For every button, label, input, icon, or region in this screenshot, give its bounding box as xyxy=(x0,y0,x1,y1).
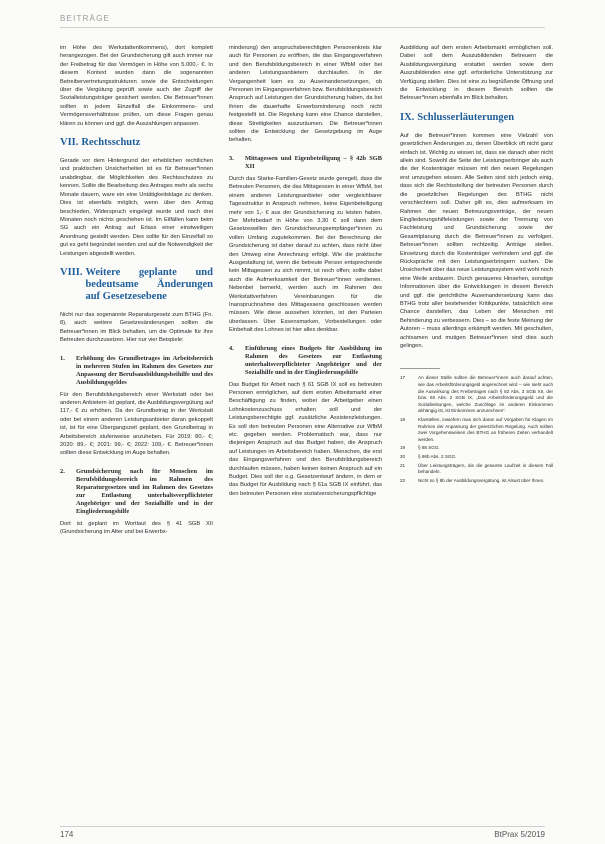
section-title: Weitere geplante und bedeutsame Änderungen auf Gesetzesebene xyxy=(85,266,213,302)
subsection-title: Einführung eines Budgets für Ausbildung im Rahmen des Gesetzes zur Entlastung unterhaltsverpflichteter Angehöriger und der Sozialhilfe und in der Eingliederungshilfe xyxy=(245,344,382,376)
footnote-number: 21 xyxy=(400,462,406,468)
section-heading-vii xyxy=(60,137,213,149)
column-3 xyxy=(400,44,553,486)
subsection-title: Mittagessen und Eigenbeteiligung – § 42b SGB XII xyxy=(245,154,382,170)
subsection-number: 1. xyxy=(60,354,65,362)
footnote xyxy=(400,417,553,443)
subsection-heading-3 xyxy=(229,155,382,171)
paragraph: Das Budget für Arbeit nach § 61 SGB IX soll es betreuten Personen ermöglichen, auf dem ersten Arbeitsmarkt einer Beschäftigung zu finden, wobei der Arbeitgeber einen Lohnkostenzuschuss erhalten soll und der Leistungsberechtigte ggf. zusätzliche Assistenzleistungen. Es soll den betreuten Personen eine Alternative zur WfbM etc. gegeben werden. Problematisch war, dass nur diejenigen Anspruch auf das Budget haben, die Anspruch auf Leistungen im Arbeitsbereich haben. Menschen, die erst das Eingangsverfahren und den Berufsbildungsbereich durchlaufen müssen, haben keinen keinen Anspruch auf ein Budget. Dies soll der o.g. Gesetzentwurf ändern, in dem er das Budget für Ausbildung nach § 61a SGB IX einführt, das den betreuten Personen eine sozialversicherungspflichtige xyxy=(229,381,382,497)
footnote-text: An dieser Stelle sollten die Betreuer*innen auch darauf achten, wie das Arbeitsförderungsgeld angerechnet wird – wie sieht auch die Auswirkung des Freibetrages nach § 82 Abs. 3 SGB XII, der bzw. 60 Abs. 2 SGB IX, „Das Arbeitsförderungsgeld und die Sozialleistungen, welche Zuschläge im anderen Einkommen abhängig ist, ist Einkommen anzurechnen“. xyxy=(418,375,553,414)
footnote-rule xyxy=(400,368,440,369)
subsection-heading-1 xyxy=(60,355,213,387)
subsection-number: 3. xyxy=(229,154,234,162)
footnote-number: 20 xyxy=(400,453,406,459)
running-header: BEITRÄGE xyxy=(60,14,111,23)
paragraph: minderung) den anspruchsberechtigten Personenkreis klar auch für Personen zu eröffnen, die das Eingangsverfahren und den Berufsbildungsbereich in einer WfbM oder bei anderen Leistungsanbietern durchlaufen. In der Vergangenheit kam es zu Auseinandersetzungen, ob Personen im Eingangsverfahren bzw. Berufsbildungsbereich Anspruch auf Leistungen der Grundsicherung haben, da bei ihnen die dauerhafte Erwerbsminderung noch nicht festgestellt ist. Die Regelung kann eine Chance darstellen, diese Streitigkeiten auszuräumen. Die Betreuer*innen sollten die Entwicklung der Gesetzgebung im Auge behalten. xyxy=(229,45,382,144)
section-number: IX. xyxy=(400,111,415,123)
footnotes xyxy=(400,375,553,484)
paragraph: Für den Berufsbildungsbereich einer Werkstatt oder bei anderen Anbietern ist geplant, die Ausbildungsvergütung auf 117,- € zu erhöhen. Da der Grundbetrag in der Werkstatt oder bei einem anderen Leistungsanbieter daran gekoppelt ist, ist für eine Übergangszeit geplant, den Grundbetrag in Arbeitsbereich stufenweise anzuheben. Für 2019: 80,- €; 2020: 89,- €; 2021: 99,- €; 2022: 109,- €. Betreuer*innen sollten diese Entwicklung im Auge behalten. xyxy=(60,391,213,457)
paragraph: Dort ist geplant im Wortlaut des § 41 SGB XII (Grundsicherung im Alter und bei Erwerbs- xyxy=(60,520,213,536)
footnote-text: Nicht so § 9b der Ausbildungsvergütung, ist Alsust über Ihnen. xyxy=(418,477,545,483)
footer-rule xyxy=(60,826,545,827)
footnote xyxy=(400,375,553,415)
footnote-number: 19 xyxy=(400,445,406,451)
page-number: 174 xyxy=(60,830,74,839)
footnote-number: 18 xyxy=(400,416,406,422)
subsection-title: Grundsicherung nach für Menschen im Berufsbildungsbereich im Rahmen des Reparaturgesetzes und im Rahmen des Gesetzes zur Entlastung unterhaltsverpflichteter Angehöriger und der Sozialhilfe und in der Eingliederungshilfe xyxy=(76,467,213,515)
footnote xyxy=(400,463,553,476)
paragraph: Ausbildung auf dem ersten Arbeitsmarkt ermöglichen soll. Dabei soll dem Auszubildenden Betreuern die Ausbildungsvergütung erstattet werden sowie dem Auszubildenden eine ggf. erforderliche Unterstützung zur Verfügung stellen. Dies ist eine zu begrüßende Öffnung und die Entwicklung in diesem Bereich sollten die Betreuer*innen ebenfalls im Blick behalten. xyxy=(400,45,553,102)
footnote xyxy=(400,445,553,452)
footnote-text: § 88 SGG. xyxy=(418,445,440,451)
footnote-text: Über Leistungsträgern, die die gesamte Laufzeit in diesem Fall behandeln. xyxy=(418,462,553,475)
subsection-title: Erhöhung des Grundbetrages im Arbeitsbereich in mehreren Stufen im Rahmen des Gesetzes zur Anpassung der Berufsausbildungsbeihilfe und des Ausbildungsgeldes xyxy=(76,354,213,386)
paragraph: Gerade vor dem Hintergrund der erheblichen rechtlichen und praktischen Unsicherheiten ist es für Betreuer*innen unabdingbar, die Möglichkeiten des Rechtsschutzes zu kennen. Sollte die Bearbeitung des Antrages mehr als sechs Monate dauern, ware ein eine Untätigkeitsklage zu denken. Dies ist ebenfalls möglich, wenn über den Antrag beschieden, Widerspruch eingelegt wurde und nach drei Monaten noch nichts geschehen ist. Im Eilfällen kann beim SG auch ein Antrag auf Erlass einer einstweiligen Anordnung gestellt werden. Dies sollte für den Einzelfall so gut es geht begründet werden und auf die Notwendigkeit der Leistungen abgestellt werden. xyxy=(60,158,213,257)
header-rule xyxy=(60,27,545,28)
subsection-heading-4 xyxy=(229,345,382,377)
section-heading-viii xyxy=(60,267,213,303)
section-number: VIII. xyxy=(60,266,83,278)
footnote xyxy=(400,454,553,461)
subsection-number: 2. xyxy=(60,467,65,475)
column-2 xyxy=(229,44,382,498)
subsection-heading-2 xyxy=(60,468,213,516)
paragraph: Durch das Starke-Familien-Gesetz wurde geregelt, dass die Betreuten Personen, die das Mittagessen in einer WfbM, bei einem anderen Leistungsanbieter oder vergleichbarer Tagesstruktur in Anspruch nehmen, keine Eigenbeteiligung mehr von 1,- € aus der Grundsicherung zu leisten haben. Der Mehrbedarf in Höhe von 3,30 € soll dann dem Gesetzeswillen den Grundsicherungsempfänger*innen zu vollen Umfang zugutekommen. Bei der Berechnung der Grundsicherung ist daher darauf zu achten, dass nicht über den Umweg eine Anrechnung erfolgt. Wie die praktische Ausgestaltung ist, wenn die betreute Person entsprechende kein Mittagessen zu sich nimmt, ist noch offen; sollte dabei auch die Aufmerksamkeit der Betreuer*innen verdienen. Nebenbei bemerkt, werden auch im Rahmen des Werkstattverfahren Vereinbarungen für die Inanspruchnahme des Mittagessens geschlossen werden müssen. Wie diese aussehen könnten, ist den Parteien überlassen. Über Essensmarken, Vorbestellungen oder Einbehalt des Lohnes ist hier alles denkbar. xyxy=(229,175,382,334)
footnote-text: § 86b Abs. 2 SGG. xyxy=(418,453,457,459)
footnote-text: Klarstellen, inwiefern man sich daran auf Vorgaben für Klagen im Rahmen der Anpassung der gesetzlichen Regelung. Auch sollten zwei Vorgehensweisen des BTHG an früheren Zeiten verhandelt werden. xyxy=(418,416,553,442)
paragraph: Nicht nur das sogenannte Reparaturgesetz zum BTHG (Fn. 8), auch weitere Gesetzesänderungen sollten die Betreuer*innen im Blick behalten, um die Optimale für ihre Betreuten durchzusetzen. Hier nur vier Beispiele: xyxy=(60,311,213,344)
subsection-number: 4. xyxy=(229,344,234,352)
journal-issue: BtPrax 5/2019 xyxy=(494,830,545,839)
footnote-number: 17 xyxy=(400,375,406,381)
section-heading-ix xyxy=(400,112,553,124)
paragraph: Auf die Betreuer*innen kommen eine Vielzahl von gesetzlichen Änderungen zu, denen Überblick oft nicht ganz einfach ist. Wichtig zu wissen ist, dass sie danach aber nicht allein sind. Sowohl die Seite der Leistungserbringer als auch die der Kostenträger müssen mit den neuen Regelungen erst umzugehen wissen. Alle Seiten sind sich jedoch einig, dass sich die Rechtsstellung der betreuten Personen durch die gesetzlichen Regelungen des BTHG nicht verschlechtern soll. Daher gilt es, dies aufmerksam im Rahmen der neuen Betreuungsverträge, der neuen Eingliederungshilfeleistungen sowie der Trennung von Fachleistung und Grundsicherung sowie der Gesamtplanung durch die Betreuer*innen zu verfolgen. Betreuer*innen sollten rechtzeitig Anträge stellen. Einsetzung durch die Kostenträger verhindern und ggf. die Rückspräche mit den Leistungserbringern suchen. Die Unsicherheit über das neue Leistungssystem wird wohl noch eine Weile andauern. Durch genaueres Hinsehen, sonstige Informationen über die Entwicklungen in diesem Bereich und ggf. die gerichtliche Auseinandersetzung kann das BTHG trotz aller bestehender Kritikpunkte, tatsächlich eine Chance darstellen, das Leben der Menschen mit Behinderung zu verbessern. Dies – so die feste Meinung der Autoren – muss allerdings erkämpft werden. Mit geschulten, achtsamen und mutigen Betreuer*innen sind dies auch gelingen. xyxy=(400,132,553,349)
paragraph: im Höhe des Werkstattentkommens), dort komplett herangezogen. Bei der Grundsicherung gilt auch immer nur der Freibetrag für das Vermögen in Höhe von 5.000,- €. In diesem Kontext wurden dann die sogenannten Betreibervertretungsstrukturen sowie die Entscheidungen über die Vergütung geprüft sowie auch der Zugriff der Sozialleistungsträger gesichert werden. Die Betreuer*innen sollten in jedem Einzelfall die Einkommens- und Vermögensverhältnisse prüfen, um diese Fragen genau klären zu können und ggf. die Auszahlungen anpassen. xyxy=(60,45,213,127)
footnote-number: 22 xyxy=(400,477,406,483)
section-title: Schlusserläuterungen xyxy=(417,111,515,123)
column-1 xyxy=(60,44,213,537)
section-title: Rechtsschutz xyxy=(81,137,141,149)
section-number: VII. xyxy=(60,137,79,149)
footnote xyxy=(400,478,553,485)
